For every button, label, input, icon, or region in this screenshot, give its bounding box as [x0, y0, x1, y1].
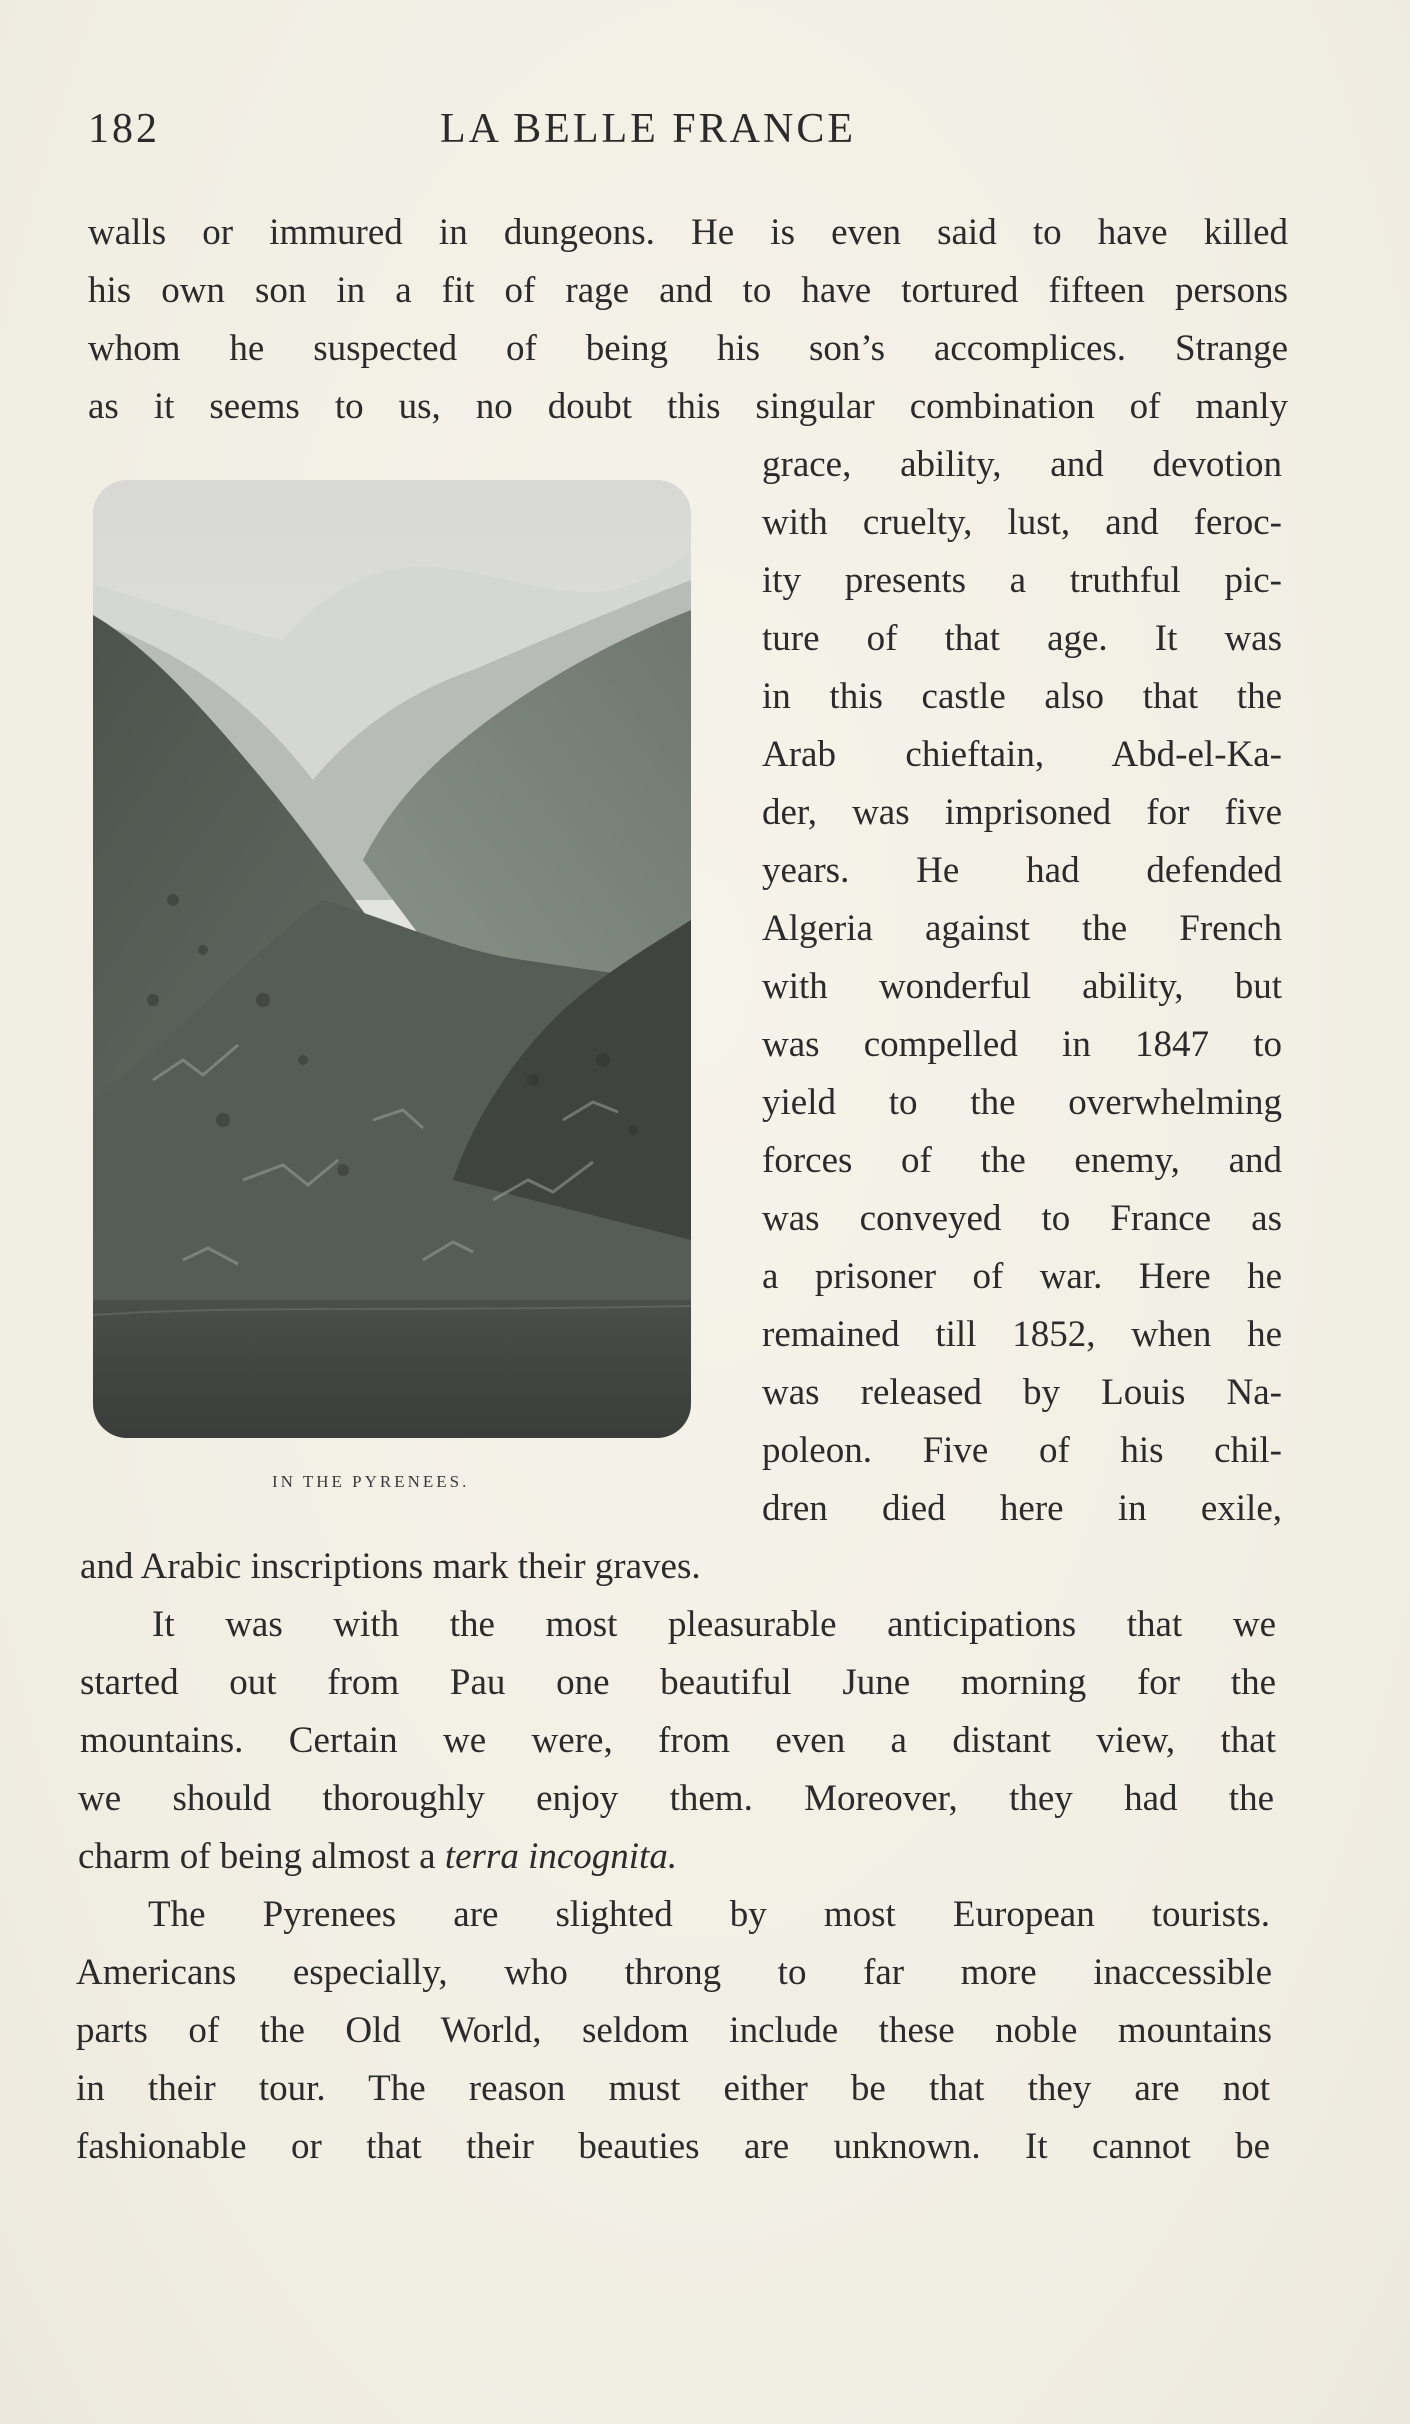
text-line: and Arabic inscriptions mark their graves. — [80, 1546, 701, 1587]
text-line: Arab chieftain, Abd-el-Ka- — [762, 734, 1282, 775]
text-line: ture of that age. It was — [762, 618, 1282, 659]
text-line: years. He had defended — [762, 850, 1282, 891]
text-line: his own son in a fit of rage and to have tortured fifteen persons — [88, 270, 1288, 311]
text-line: forces of the enemy, and — [762, 1140, 1282, 1181]
running-title: LA BELLE FRANCE — [440, 106, 857, 152]
figure-caption: IN THE PYRENEES. — [272, 1472, 470, 1491]
mountain-valley-icon — [93, 480, 691, 1438]
text-line: yield to the overwhelming — [762, 1082, 1282, 1123]
text-line — [78, 1838, 677, 1875]
text-line: ity presents a truthful pic- — [762, 560, 1282, 601]
text-line: in this castle also that the — [762, 676, 1282, 717]
page-number: 182 — [88, 106, 160, 152]
text-line: Algeria against the French — [762, 908, 1282, 949]
text-line: dren died here in exile, — [762, 1488, 1282, 1529]
text-line: with wonderful ability, but — [762, 966, 1282, 1007]
text-line: der, was imprisoned for five — [762, 792, 1282, 833]
text-run: charm of being almost a — [78, 1836, 436, 1877]
text-line: The Pyrenees are slighted by most European tourists. — [148, 1894, 1270, 1935]
text-line: was conveyed to France as — [762, 1198, 1282, 1239]
text-line: Americans especially, who throng to far more inaccessible — [76, 1952, 1272, 1993]
text-line: It was with the most pleasurable anticipations that we — [152, 1604, 1276, 1645]
text-line: a prisoner of war. Here he — [762, 1256, 1282, 1297]
text-line: as it seems to us, no doubt this singular combination of manly — [88, 386, 1288, 427]
text-line: we should thoroughly enjoy them. Moreover, they had the — [78, 1778, 1274, 1819]
text-line: was compelled in 1847 to — [762, 1024, 1282, 1065]
text-line: parts of the Old World, seldom include these noble mountains — [76, 2010, 1272, 2051]
text-line: poleon. Five of his chil- — [762, 1430, 1282, 1471]
text-line: with cruelty, lust, and feroc- — [762, 502, 1282, 543]
text-line: walls or immured in dungeons. He is even said to have killed — [88, 212, 1288, 253]
text-line: remained till 1852, when he — [762, 1314, 1282, 1355]
pyrenees-illustration — [93, 480, 691, 1438]
running-head — [88, 105, 1288, 165]
text-line: whom he suspected of being his son’s accomplices. Strange — [88, 328, 1288, 369]
text-line: in their tour. The reason must either be that they are not — [76, 2068, 1270, 2109]
text-line: mountains. Certain we were, from even a distant view, that — [80, 1720, 1276, 1761]
text-line: started out from Pau one beautiful June morning for the — [80, 1662, 1276, 1703]
text-line: was released by Louis Na- — [762, 1372, 1282, 1413]
italic-phrase: terra incognita. — [444, 1836, 678, 1877]
text-line: fashionable or that their beauties are unknown. It cannot be — [76, 2126, 1270, 2167]
text-line: grace, ability, and devotion — [762, 444, 1282, 485]
